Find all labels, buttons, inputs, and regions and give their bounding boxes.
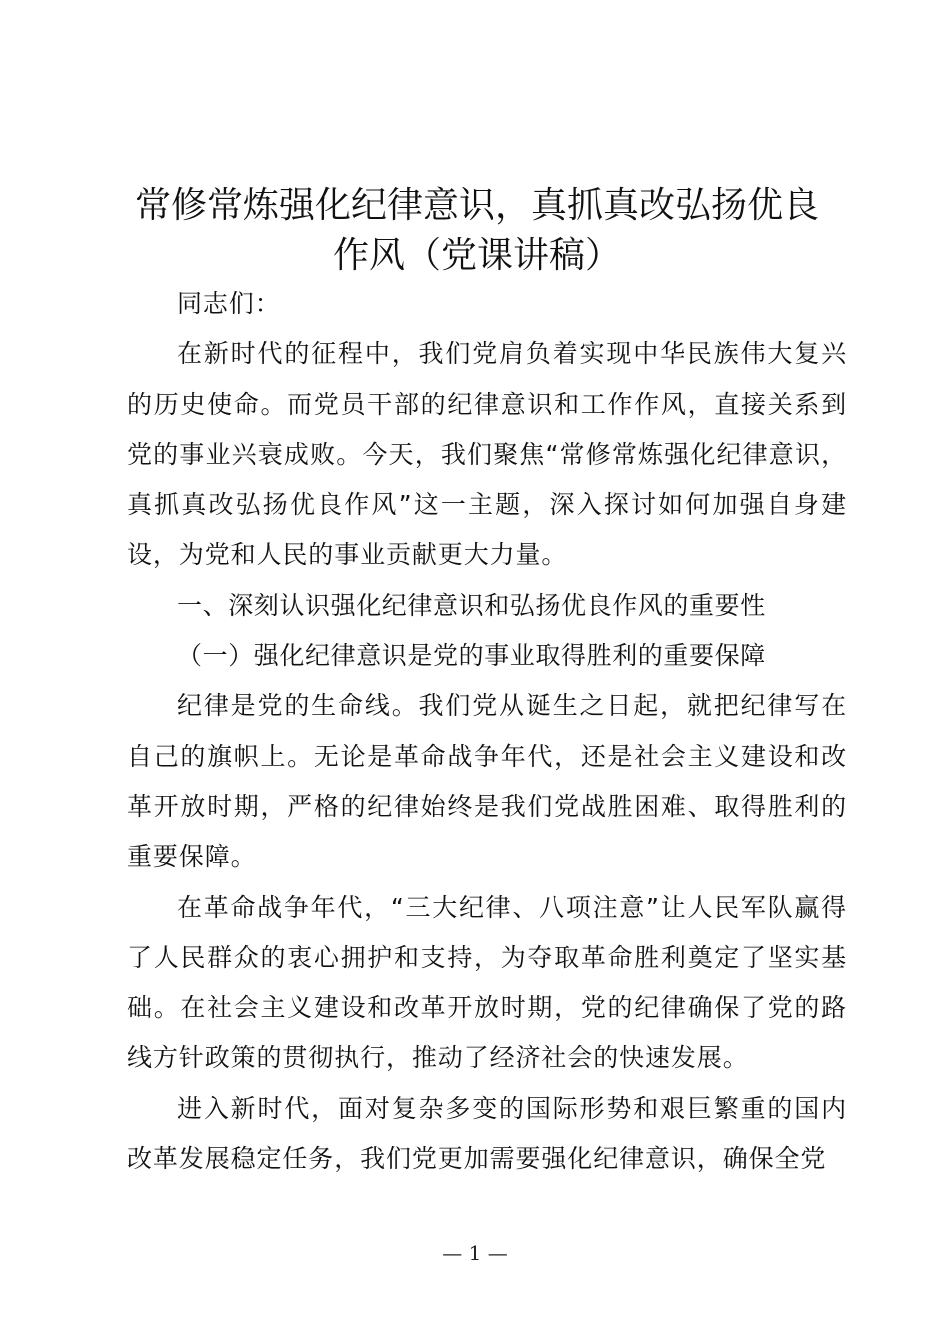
subsection-heading: （一）强化纪律意识是党的事业取得胜利的重要保障 <box>177 641 766 671</box>
section-heading: 一、深刻认识强化纪律意识和弘扬优良作风的重要性 <box>177 590 766 620</box>
body-paragraph: 进入新时代，面对复杂多变的国际形势和艰巨繁重的国内改革发展稳定任务，我们党更加需要强化纪律意识，确保全党 <box>127 1093 847 1174</box>
document-title: 常修常炼强化纪律意识，真抓真改弘扬优良作风（党课讲稿） <box>134 185 819 276</box>
body-paragraph: 纪律是党的生命线。我们党从诞生之日起，就把纪律写在自己的旗帜上。无论是革命战争年代，还是社会主义建设和改革开放时期，严格的纪律始终是我们党战胜困难、取得胜利的重要保障。 <box>127 691 847 872</box>
body-paragraph: 在革命战争年代，“三大纪律、八项注意”让人民军队赢得了人民群众的衷心拥护和支持，为夺取革命胜利奠定了坚实基础。在社会主义建设和改革开放时期，党的纪律确保了党的路线方针政策的贯彻执行，推动了经济社会的快速发展。 <box>127 892 847 1073</box>
page-number: — 1 — <box>442 1241 508 1265</box>
salutation-paragraph: 同志们： <box>177 289 281 318</box>
intro-paragraph: 在新时代的征程中，我们党肩负着实现中华民族伟大复兴的历史使命。而党员干部的纪律意识和工作作风，直接关系到党的事业兴衰成败。今天，我们聚焦“常修常炼强化纪律意识，真抓真改弘扬优良作风”这一主题，深入探讨如何加强自身建设，为党和人民的事业贡献更大力量。 <box>127 339 847 570</box>
document-body <box>127 279 847 1184</box>
